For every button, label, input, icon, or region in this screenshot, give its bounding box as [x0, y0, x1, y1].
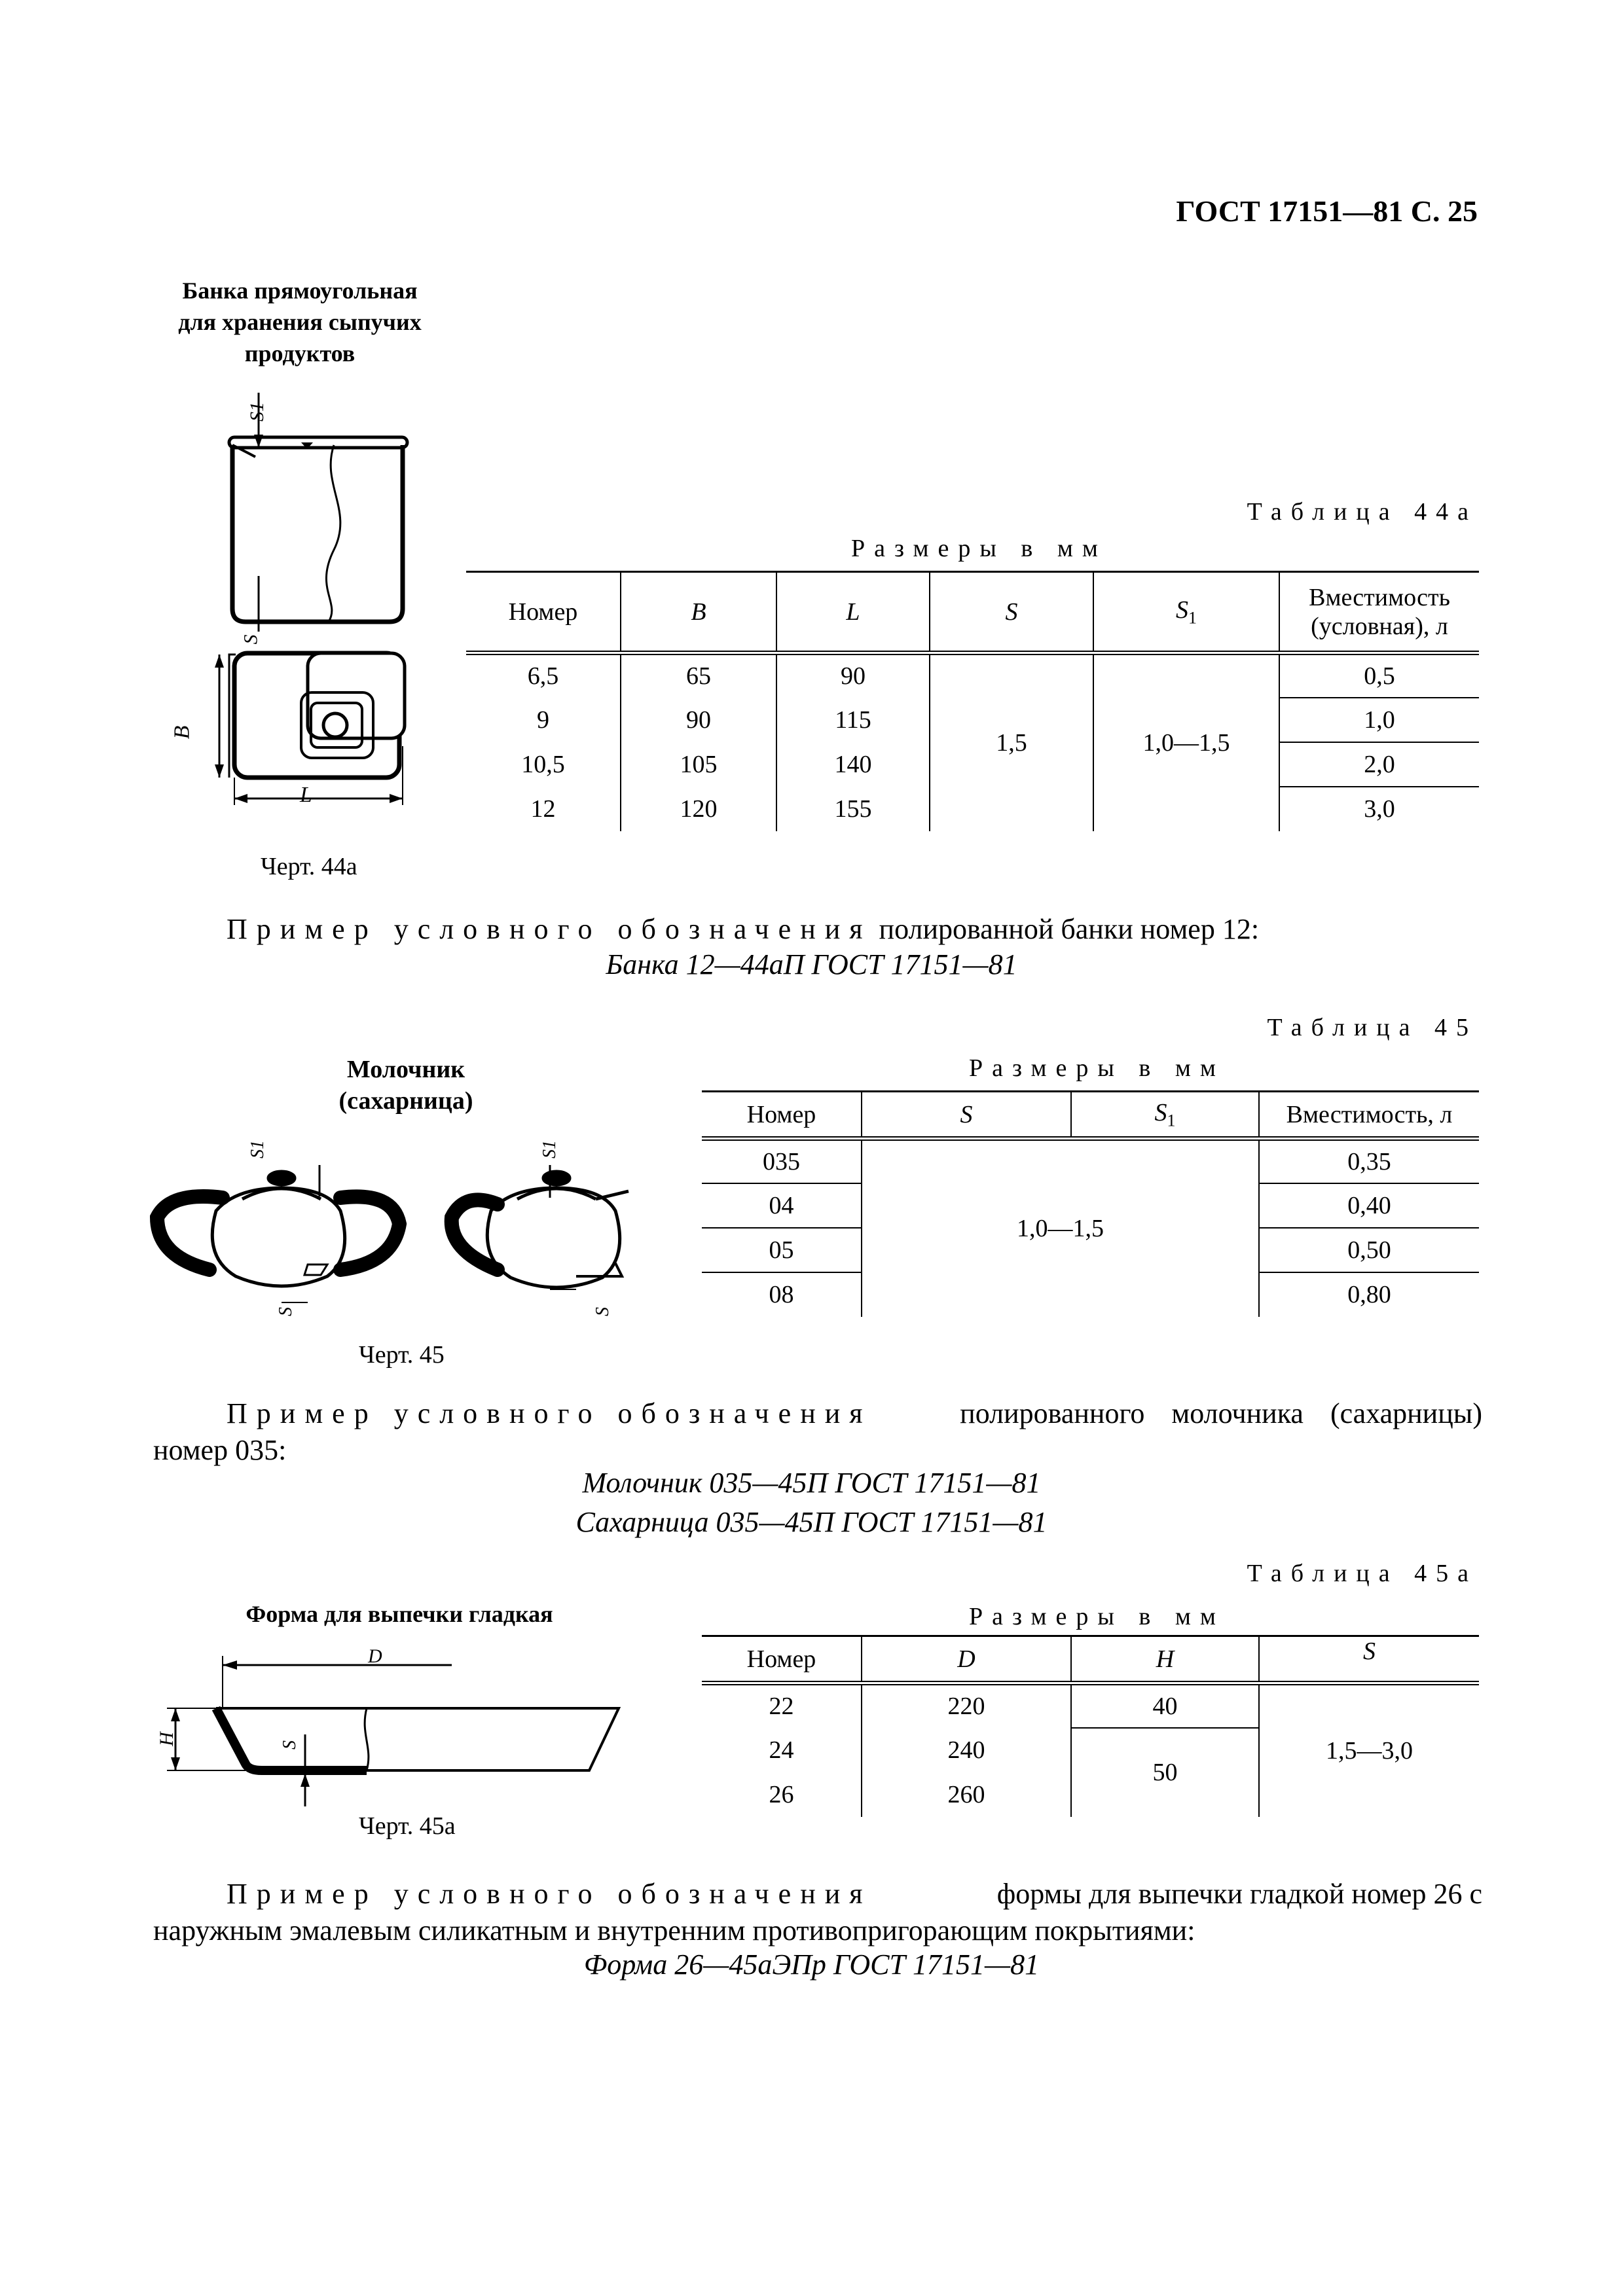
caption-line: Банка прямоугольная	[182, 278, 418, 304]
header-h: H	[1071, 1636, 1259, 1683]
example-line-1	[153, 1876, 1482, 1912]
example-44a	[227, 911, 1259, 948]
cell-nomer: 08	[769, 1281, 794, 1308]
example-45a	[153, 1876, 1482, 1949]
cell-capacity: 1,0	[1279, 698, 1479, 742]
cell-s-s1: 1,0—1,5	[862, 1139, 1259, 1317]
cell-capacity: 0,35	[1259, 1139, 1479, 1183]
header-capacity: Вместимость, л	[1259, 1092, 1479, 1139]
example-code-45a: Форма 26—45аЭПр ГОСТ 17151—81	[583, 1948, 1040, 1981]
header-s1-main: S	[1176, 596, 1188, 624]
dim-label-s1-45b: S1	[539, 1140, 560, 1158]
cell-d: 260	[862, 1772, 1071, 1817]
drawing-creamer-45	[144, 1126, 681, 1322]
example-rest-2: номер 035:	[153, 1434, 287, 1466]
cell-nomer: 12	[530, 795, 556, 823]
header-s1	[1071, 1092, 1259, 1139]
caption-line: (сахарница)	[338, 1087, 473, 1115]
table-row	[466, 653, 1479, 698]
cell-s: 1,5—3,0	[1259, 1683, 1479, 1817]
example-45	[153, 1395, 1482, 1469]
table-title-45a: Таблица 45а	[1247, 1560, 1478, 1587]
dim-label-d: D	[368, 1645, 382, 1667]
example-intro: Пример условного обозначения	[227, 913, 872, 945]
caption-line: Молочник	[346, 1056, 465, 1083]
cell-h: 40	[1071, 1683, 1259, 1728]
figure-caption-45a: Форма для выпечки гладкая	[246, 1601, 553, 1627]
dim-label-s-45: S	[276, 1307, 296, 1316]
figure-label-45: Черт. 45	[359, 1341, 445, 1369]
cell-nomer: 05	[702, 1228, 862, 1272]
figure-caption-45	[275, 1054, 537, 1117]
header-d: D	[862, 1636, 1071, 1683]
caption-line: для хранения сыпучих	[178, 309, 422, 335]
table-title-44a: Таблица 44а	[1247, 498, 1478, 526]
dim-label-s-45a: S	[280, 1740, 300, 1749]
cell-nomer: 9	[537, 706, 549, 734]
cell-capacity: 3,0	[1279, 787, 1479, 831]
cell-capacity: 0,80	[1259, 1272, 1479, 1317]
figure-label-45a: Черт. 45а	[359, 1812, 456, 1840]
cell-nomer: 24	[769, 1736, 794, 1764]
dim-label-h: H	[155, 1732, 177, 1746]
cell-capacity: 0,50	[1259, 1228, 1479, 1272]
example-intro: Пример условного обозначения	[227, 1397, 872, 1429]
figure-label-44a: Черт. 44а	[261, 853, 357, 880]
header-s: S	[862, 1092, 1071, 1139]
cell-nomer: 10,5	[521, 750, 565, 778]
cell-b: 120	[621, 787, 776, 831]
cell-l: 155	[776, 787, 930, 831]
cell-nomer: 6,5	[527, 662, 559, 691]
header-s1	[1093, 572, 1279, 653]
header-s1-sub: 1	[1188, 608, 1197, 628]
cell-b: 90	[621, 698, 776, 742]
cell-capacity: 2,0	[1279, 742, 1479, 787]
units-note-45: Размеры в мм	[969, 1054, 1225, 1082]
figure-caption-44a	[149, 275, 450, 369]
drawing-jar-44a	[144, 380, 419, 851]
example-rest-1: полированного молочника (сахарницы)	[960, 1397, 1482, 1429]
header-s1-sub: 1	[1167, 1111, 1176, 1130]
cell-d: 240	[862, 1728, 1071, 1772]
dim-label-s: S	[240, 634, 262, 645]
table-45a	[702, 1635, 1479, 1817]
header-capacity	[1279, 572, 1479, 653]
cell-h: 50	[1071, 1728, 1259, 1817]
cell-l: 115	[776, 698, 930, 742]
cell-nomer: 26	[769, 1780, 794, 1808]
dim-label-s-45b: S	[593, 1307, 613, 1316]
cell-l: 140	[776, 742, 930, 787]
cell-nomer: 035	[702, 1139, 862, 1183]
table-row	[702, 1139, 1479, 1183]
cell-s1: 1,0—1,5	[1093, 653, 1279, 831]
cell-d: 220	[862, 1683, 1071, 1728]
cell-b: 105	[621, 742, 776, 787]
header-l: L	[776, 572, 930, 653]
header-capacity-l2: (условная), л	[1311, 612, 1448, 640]
example-line-1	[153, 1395, 1482, 1432]
example-rest-1: формы для выпечки гладкой номер 26 с	[996, 1878, 1482, 1910]
cell-capacity: 0,40	[1259, 1183, 1479, 1228]
header-s1-main: S	[1154, 1098, 1167, 1126]
drawing-baking-form-45a	[151, 1643, 635, 1813]
header-nomer: Номер	[508, 598, 578, 626]
page-header: ГОСТ 17151—81 С. 25	[1176, 194, 1478, 228]
table-title-45: Таблица 45	[1267, 1014, 1478, 1041]
example-code-45-2: Сахарница 035—45П ГОСТ 17151—81	[575, 1506, 1048, 1538]
cell-b: 65	[621, 653, 776, 698]
cell-capacity: 0,5	[1279, 653, 1479, 698]
cell-s: 1,5	[930, 653, 1093, 831]
table-45	[702, 1090, 1479, 1317]
example-rest: полированной банки номер 12:	[879, 913, 1260, 945]
example-code-44a: Банка 12—44аП ГОСТ 17151—81	[606, 948, 1017, 980]
dim-label-l: L	[300, 783, 312, 807]
example-code-45-1: Молочник 035—45П ГОСТ 17151—81	[582, 1467, 1041, 1499]
header-s: S	[930, 572, 1093, 653]
example-intro: Пример условного обозначения	[227, 1878, 872, 1910]
table-44a	[466, 571, 1479, 831]
example-rest-2: наружным эмалевым силикатным и внутренним противопригорающим покрытиями:	[153, 1914, 1195, 1946]
header-b: B	[621, 572, 776, 653]
cell-nomer: 22	[769, 1693, 794, 1721]
caption-line: продуктов	[244, 340, 356, 367]
dim-label-s1-45: S1	[247, 1140, 268, 1158]
table-row	[702, 1683, 1479, 1728]
header-capacity-l1: Вместимость	[1309, 583, 1450, 611]
header-nomer: Номер	[746, 1100, 816, 1128]
dim-label-s1: S1	[246, 402, 268, 422]
header-nomer: Номер	[746, 1645, 816, 1673]
units-note-45a: Размеры в мм	[969, 1603, 1225, 1630]
units-note-44a: Размеры в мм	[851, 535, 1107, 562]
cell-l: 90	[776, 653, 930, 698]
header-s: S	[1259, 1636, 1479, 1683]
cell-nomer: 04	[702, 1183, 862, 1228]
dim-label-b: B	[170, 725, 194, 740]
